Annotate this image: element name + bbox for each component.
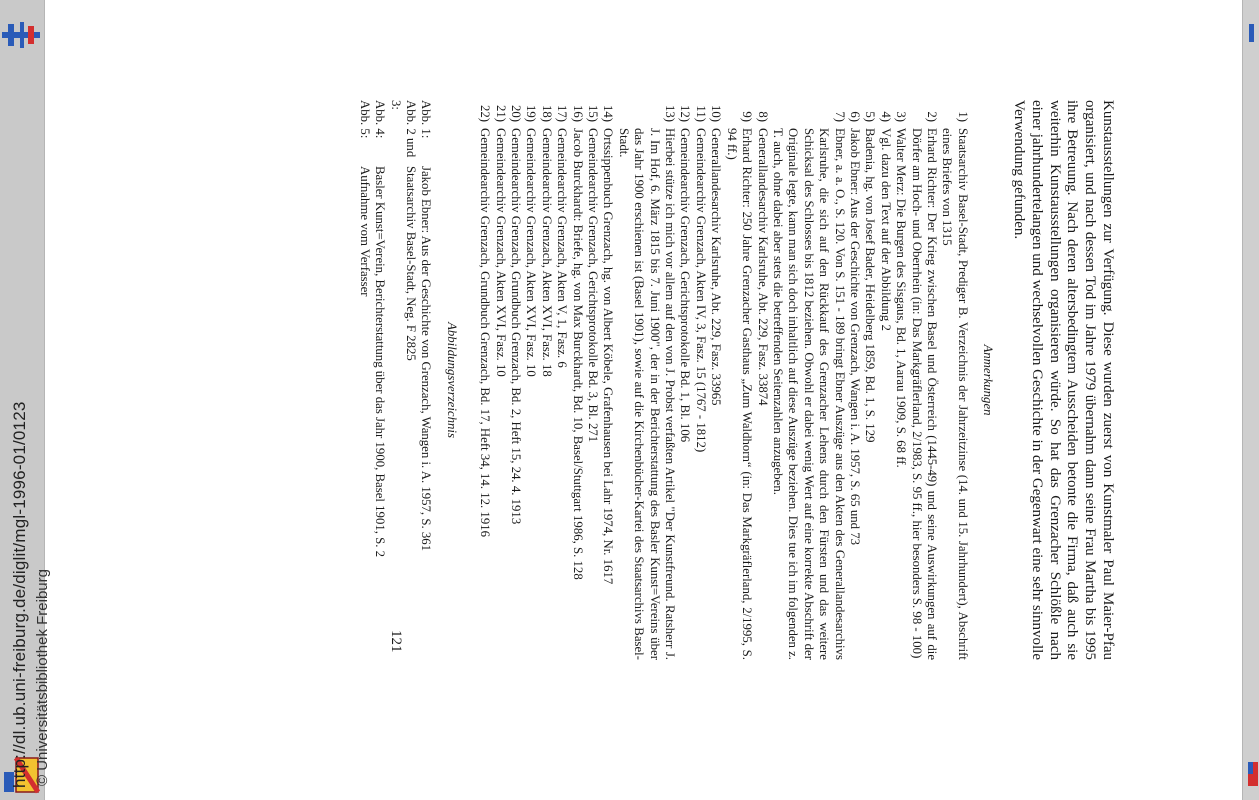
note-text: Gemeindearchiv Grenzach, Akten XVI, Fasz. 10 xyxy=(493,128,508,377)
note-number: 4) xyxy=(878,111,893,122)
note-item xyxy=(600,100,615,660)
note-number: 2) xyxy=(925,111,939,122)
figures-heading: Abbildungsverzeichnis xyxy=(444,322,459,438)
viewer-url-footer xyxy=(10,0,50,800)
note-item xyxy=(847,100,862,660)
note-item xyxy=(554,100,569,660)
figure-item xyxy=(418,100,433,660)
note-text: Generallandesarchiv Karlsruhe, Abt. 229, Fasz. 33965 xyxy=(709,128,724,406)
notes-heading: Anmerkungen xyxy=(981,344,996,416)
note-text: Gemeindearchiv Grenzach, Gerichtsprotokolle Bd. 1, Bl. 106 xyxy=(678,128,693,443)
note-item xyxy=(585,100,600,660)
crest-fragment-icon xyxy=(1246,760,1258,788)
note-text: Hierbei stütze ich mich vor allem auf den von J. Probst verfaßten Artikel "Der Kunstfreund. Ratsherr J. J. Im Hof, 6. März 1815 bis 7. Juni 1900", der in der Berichterstattung des Basler Kunst=Vereins über das Jahr 1900 erschienen ist (Basel 1901), sowie auf die Kirchenbücher-Kartei des Staatsarchivs Basel-Stadt. xyxy=(616,128,678,660)
note-text: Jakob Ebner: Aus der Geschichte von Grenzach, Wangen i. A. 1957, S. 65 und 73 xyxy=(847,128,862,546)
note-item xyxy=(477,100,492,660)
note-item xyxy=(877,100,892,660)
note-item xyxy=(908,100,939,660)
note-text: Gemeindearchiv Grenzach, Akten V, 1, Fasz. 6 xyxy=(555,128,570,368)
note-number: 20) xyxy=(509,104,524,122)
note-item xyxy=(723,100,754,660)
note-item xyxy=(939,100,970,660)
note-text: Gemeindearchiv Grenzach, Grundbuch Grenzach, Bd. 2, Heft 15, 24. 4. 1913 xyxy=(509,128,524,525)
note-text: Ortssippenbuch Grenzach, hg. von Albert Köbele, Grafenhausen bei Lahr 1974, Nr. 1617 xyxy=(601,128,616,585)
note-text: Badenia, hg. von Josef Bader, Heidelberg 1859, Bd. 1, S. 129 xyxy=(863,128,878,443)
page-number: 121 xyxy=(388,630,404,653)
note-text: Gemeindearchiv Grenzach, Gerichtsprotokolle Bd. 3, Bl. 271 xyxy=(586,128,601,443)
note-text: Generallandesarchiv Karlsruhe, Abt. 229, Fasz. 33874 xyxy=(755,128,770,406)
note-number: 18) xyxy=(539,104,554,122)
figure-label: Abb. 1: xyxy=(419,100,434,139)
logo-fragment-icon xyxy=(1247,24,1257,42)
note-item xyxy=(862,100,877,660)
note-number: 22) xyxy=(478,104,493,122)
note-number: 3) xyxy=(894,111,909,122)
figure-item xyxy=(356,100,371,660)
note-text: Gemeindearchiv Grenzach, Grundbuch Grenzach, Bd. 17, Heft 34, 14. 12. 1916 xyxy=(478,128,493,538)
note-text: Gemeindearchiv Grenzach, Akten XVI, Fasz. 18 xyxy=(539,128,554,377)
note-item xyxy=(615,100,677,660)
note-number: 7) xyxy=(832,111,847,122)
figures-list xyxy=(356,100,433,660)
note-number: 6) xyxy=(847,111,862,122)
note-number: 21) xyxy=(493,104,508,122)
figure-source: Aufnahme vom Verfasser xyxy=(357,166,372,297)
note-number: 9) xyxy=(740,111,755,122)
note-number: 16) xyxy=(570,104,585,122)
note-number: 12) xyxy=(678,104,693,122)
note-text: Walter Merz: Die Burgen des Sisgaus, Bd. 1, Aarau 1909, S. 68 ff. xyxy=(894,128,909,468)
note-number: 19) xyxy=(524,104,539,122)
note-number: 10) xyxy=(709,104,724,122)
note-text: Staatsarchiv Basel-Stadt, Prediger B. Verzeichnis der Jahrzeitzinse (14. und 15. Jahrhundert), Abschrift eines Briefes von 1315 xyxy=(940,128,970,660)
note-item xyxy=(492,100,507,660)
note-number: 13) xyxy=(663,104,678,122)
note-number: 17) xyxy=(555,104,570,122)
figure-label: Abb. 5: xyxy=(357,100,372,139)
note-text: Jacob Burckhardt: Briefe, hg. von Max Burckhardt, Bd. 10, Basel/Stuttgart 1986, S. 128 xyxy=(570,128,585,580)
note-item xyxy=(693,100,708,660)
note-item xyxy=(677,100,692,660)
note-number: 11) xyxy=(693,105,708,122)
note-number: 5) xyxy=(863,111,878,122)
notes-list xyxy=(477,100,970,660)
right-sidebar-strip xyxy=(1242,0,1259,800)
note-text: Erhard Richter: 250 Jahre Grenzacher Gasthaus „Zum Waldhorn“ (in: Das Markgräflerland, 2/1995, S. 94 ff.) xyxy=(724,128,755,660)
note-number: 14) xyxy=(601,104,616,122)
figure-source: Basler Kunst=Verein, Berichterstattung über das Jahr 1900, Basel 1901, S. 2 xyxy=(373,166,388,558)
note-item xyxy=(770,100,847,660)
figure-label: Abb. 4: xyxy=(373,100,388,139)
note-item xyxy=(523,100,538,660)
document-page xyxy=(216,100,1116,660)
note-number: 1) xyxy=(955,111,970,122)
note-item xyxy=(569,100,584,660)
note-item xyxy=(708,100,723,660)
figure-item xyxy=(387,100,418,660)
figure-item xyxy=(372,100,387,660)
note-item xyxy=(754,100,769,660)
figure-label: Abb. 2 und 3: xyxy=(388,100,418,158)
note-text: Erhard Richter: Der Krieg zwischen Basel und Österreich (1445-49) und seine Auswirkungen auf die Dörfer am Hoch- und Oberrhein (in: Das Markgräflerland, 2/1983, S. 95 ff., hier besonders S. 98 - 100) xyxy=(909,128,939,660)
note-item xyxy=(538,100,553,660)
note-number: 8) xyxy=(755,111,770,122)
note-number: 15) xyxy=(586,104,601,122)
note-text: Ebner, a. a. O., S. 120. Von S. 151 - 189 bringt Ebner Auszüge aus den Akten des Generallandesarchivs Karlsruhe, die sich auf den Rückkauf des Grenzacher Lehens durch den Fürsten und das weitere Schicksal des Schlosses bis 1812 beziehen. Obwohl er dabei wenig Wert auf eine korrekte Abschrift der Originale legte, kann man sich doch inhaltlich auf diese Auszüge beziehen. Dies tue ich im folgenden z. T. auch, ohne dabei aber stets die betreffenden Seitenzahlen anzugeben. xyxy=(770,128,847,660)
copyright-notice: © Universitätsbibliothek Freiburg xyxy=(34,569,51,786)
note-item xyxy=(508,100,523,660)
body-paragraph: Kunstausstellungen zur Verfügung. Diese wurden zuerst von Kunstmaler Paul Maier-Pfau organisiert, und nach dessen Tod im Jahre 1979 übernahm dann seine Frau Martha bis 1995 ihre Betreuung. Nach deren altersbedingtem Ausscheiden betonte die Firma, daß auch sie weiterhin Kunstausstellungen organisieren würde. So hat das Grenzacher Schlößle nach einer jahrhundertelangen und wechselvollen Geschichte in der Gegenwart eine sehr sinnvolle Verwendung gefunden. xyxy=(1011,100,1116,660)
note-item xyxy=(893,100,908,660)
note-text: Gemeindearchiv Grenzach, Akten XVI, Fasz. 10 xyxy=(524,128,539,377)
figure-source: Staatsarchiv Basel-Stadt, Neg. F 2825 xyxy=(404,166,418,361)
figure-source: Jakob Ebner: Aus der Geschichte von Grenzach, Wangen i. A. 1957, S. 361 xyxy=(419,166,434,552)
document-url[interactable]: http://dl.ub.uni-freiburg.de/diglit/mgl-1996-01/0123 xyxy=(10,401,29,788)
note-text: Vgl. dazu den Text auf der Abbildung 2 xyxy=(878,128,893,331)
note-text: Gemeindearchiv Grenzach, Akten IV, 3, Fasz. 15 (1767 - 1812) xyxy=(693,128,708,453)
